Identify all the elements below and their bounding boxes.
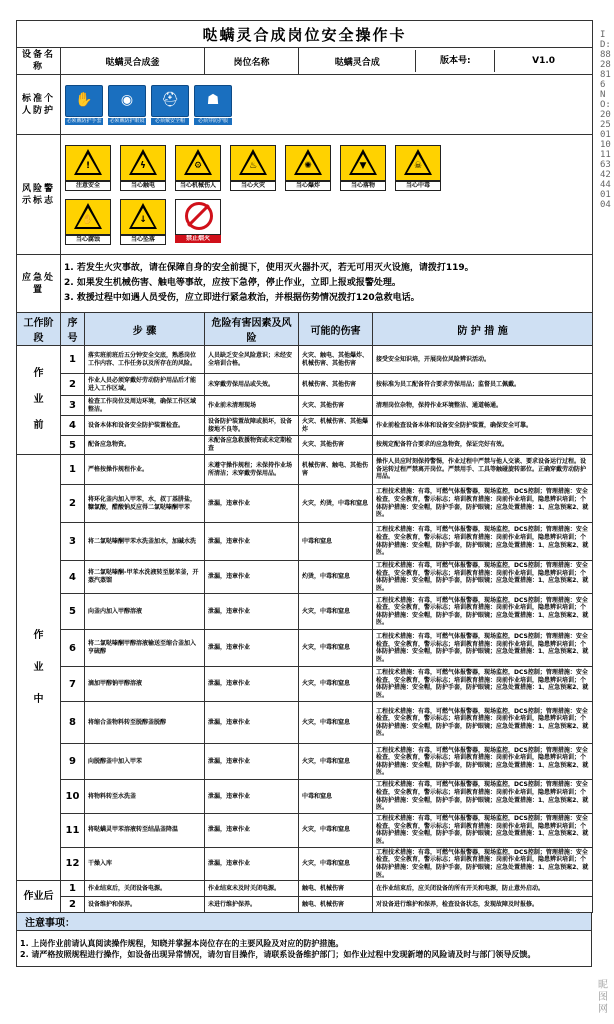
step-text: 将缩合釜物料转至脱醇釜脱醇: [85, 702, 205, 744]
explosion-icon: [285, 145, 331, 181]
hazard-text: 未穿戴劳保用品或失效。: [205, 374, 299, 396]
card-table: [16, 20, 593, 913]
measure-text: 工程技术措施：有毒，可燃气体报警器，现场监控，DCS控制；管理措施：安全检查，安全教育，警示标志；培训教育措施：岗前作业培训，隐患辨识培训；个体防护措施：安全帽，防护手套，防护眼镜；应急处置措施：1、应急预案2、就医。: [373, 813, 593, 847]
step-text: 将环化釜内加入甲苯，水，叔丁基肼盐，糠氯酸，醋酸钠反应得二氯哒嗪酮甲苯: [85, 485, 205, 523]
measure-text: 作业前检查设备本体和设备安全防护装置，确保安全可靠。: [373, 416, 593, 436]
warning-caption: 当心腐蚀: [65, 235, 111, 245]
phase-before: 作 业 前: [17, 346, 61, 455]
step-text: 将哒螨灵甲苯溶液转至结晶釜降温: [85, 813, 205, 847]
measure-text: 在作业结束后，应关闭设备的所有开关和电源，防止意外启动。: [373, 881, 593, 897]
measure-text: 工程技术措施：有毒，可燃气体报警器，现场监控，DCS控制；管理措施：安全检查，安全教育，警示标志；培训教育措施：岗前作业培训，隐患辨识培训；个体防护措施：安全帽，防护手套，防护眼镜；应急处置措施：1、应急预案2、就医。: [373, 594, 593, 630]
warning-sign: [285, 145, 331, 191]
device-value: 哒螨灵合成釜: [61, 48, 205, 75]
warning-caption: 当心机械伤人: [175, 181, 221, 191]
hazard-text: 泄漏，违章作业: [205, 813, 299, 847]
notes-text: [17, 931, 592, 967]
harm-text: 灼烫，中毒和窒息: [299, 561, 373, 594]
warning-caption: 当心落物: [340, 181, 386, 191]
ppe-caption: 必须戴防护手套: [66, 117, 102, 124]
measure-text: 操作人员应时刻保持警惕，作业过程中严禁与他人交谈、要求设备运行过程。设备运转过程严禁离开岗位。严禁用手、工具等触碰旋转部位。正确穿戴劳动防护用品。: [373, 455, 593, 485]
warning-glyph: ↓: [139, 214, 147, 225]
warning-row: [65, 145, 588, 191]
hazard-text: 泄漏，违章作业: [205, 780, 299, 813]
warning-glyph: ✺: [304, 160, 312, 171]
warning-sign: [175, 145, 221, 191]
warning-glyph: !: [85, 160, 91, 171]
note-line: 2. 请严格按照规程进行操作，如设备出现异常情况，请勿盲目操作，请联系设备维护部门；如作业过程中发现新增的风险请及时与部门领导反馈。: [20, 949, 536, 959]
step-number: 6: [61, 630, 85, 667]
step-text: 将二氯哒嗪酮甲醇溶液输送至缩合釜加入亨硫醇: [85, 630, 205, 667]
step-number: 8: [61, 702, 85, 744]
harm-text: 火灾，中毒和窒息: [299, 847, 373, 880]
table-row: [17, 594, 593, 630]
measure-text: 工程技术措施：有毒，可燃气体报警器，现场监控，DCS控制；管理措施：安全检查，安全教育，警示标志；培训教育措施：岗前作业培训，隐患辨识培训；个体防护措施：安全帽，防护手套，防护眼镜；应急处置措施：1、应急预案2、就医。: [373, 702, 593, 744]
harm-text: 触电、机械伤害: [299, 881, 373, 897]
table-row: [17, 702, 593, 744]
measure-text: 工程技术措施：有毒，可燃气体报警器，现场监控，DCS控制；管理措施：安全检查，安全教育，警示标志；培训教育措施：岗前作业培训，隐患辨识培训；个体防护措施：安全帽，防护手套，防护眼镜；应急处置措施：1、应急预案2、就医。: [373, 561, 593, 594]
step-number: 3: [61, 396, 85, 416]
post-value: 哒螨灵合成: [334, 57, 380, 68]
table-row: [17, 897, 593, 913]
step-text: 将二氯哒嗪酮-甲苯水洗液转至脱苯釜，开蒸汽蒸馏: [85, 561, 205, 594]
warning-glyph: ☠: [413, 160, 423, 171]
step-text: 将物料转至水洗釜: [85, 780, 205, 813]
table-row: [17, 416, 593, 436]
table-row: [17, 455, 593, 485]
step-number: 5: [61, 594, 85, 630]
step-text: 干燥入库: [85, 847, 205, 880]
table-row: [17, 485, 593, 523]
ppe-sign: [65, 85, 103, 125]
emergency-label: 应急处置: [17, 255, 61, 313]
table-row: [17, 780, 593, 813]
hazard-text: 泄漏，违章作业: [205, 561, 299, 594]
protective-suit-icon: [194, 85, 232, 117]
step-text: 作业人员必须穿戴好劳动防护用品后才能进入工作区域。: [85, 374, 205, 396]
warning-caption: 当心触电: [120, 181, 166, 191]
corrosion-icon: [65, 199, 111, 235]
falling-objects-icon: [340, 145, 386, 181]
table-row: [17, 396, 593, 416]
step-number: 11: [61, 813, 85, 847]
table-row: [17, 374, 593, 396]
harm-text: 火灾，中毒和窒息: [299, 744, 373, 780]
step-number: 4: [61, 416, 85, 436]
hazard-text: 泄漏，违章作业: [205, 702, 299, 744]
step-number: 1: [61, 346, 85, 374]
measure-text: 对设备进行维护和保养，检查设备状态，发现故障及时报修。: [373, 897, 593, 913]
hazard-text: 未配备应急救援物资或未定期检查: [205, 436, 299, 455]
warning-caption: 禁止烟火: [175, 235, 221, 243]
ppe-glyph: ✋: [75, 91, 93, 108]
hazard-text: 作业前未清理现场: [205, 396, 299, 416]
table-row: [17, 667, 593, 702]
ppe-glyph: ⛑: [161, 91, 179, 108]
ppe-glyph: ◉: [120, 91, 134, 108]
goggles-icon: [108, 85, 146, 117]
warning-caption: 当心中毒: [395, 181, 441, 191]
harm-text: 火灾，中毒和窒息: [299, 594, 373, 630]
ppe-icons: [61, 75, 593, 135]
step-text: 向脱醇釜中加入甲苯: [85, 744, 205, 780]
version-label: 版本号:: [415, 50, 495, 72]
gloves-icon: [65, 85, 103, 117]
step-number: 12: [61, 847, 85, 880]
warning-glyph: ✋: [82, 214, 94, 225]
harm-text: 火灾、其他伤害: [299, 436, 373, 455]
ppe-caption: 必须戴防护眼镜: [109, 117, 145, 124]
step-text: 向釜内加入甲醇溶液: [85, 594, 205, 630]
step-number: 9: [61, 744, 85, 780]
fire-icon: [230, 145, 276, 181]
harm-text: 中毒和窒息: [299, 780, 373, 813]
helmet-icon: [151, 85, 189, 117]
step-text: 检查工作岗位及周边环境，确保工作区域整洁。: [85, 396, 205, 416]
harm-text: 火灾、触电、其他爆炸、机械伤害、其他伤害: [299, 346, 373, 374]
warning-sign: [120, 199, 166, 245]
warning-label: 风险警示标志: [17, 135, 61, 255]
measure-text: 按规定配备符合要求的应急物资，保证完好有效。: [373, 436, 593, 455]
warning-sign: [65, 199, 111, 245]
measure-text: 接受安全知识培，开展岗位风险辨识活动。: [373, 346, 593, 374]
step-number: 2: [61, 897, 85, 913]
machinery-icon: [175, 145, 221, 181]
table-row: [17, 523, 593, 561]
harm-text: 中毒和窒息: [299, 523, 373, 561]
warning-caption: 当心火灾: [230, 181, 276, 191]
harm-text: 火灾，灼烫，中毒和窒息: [299, 485, 373, 523]
warning-row: [65, 199, 588, 245]
hazard-text: 泄漏，违章作业: [205, 594, 299, 630]
watermark-brand: 昵图网: [598, 980, 608, 1015]
hazard-text: 泄漏，违章作业: [205, 485, 299, 523]
warning-sign: [65, 145, 111, 191]
safety-card: [16, 20, 592, 967]
notes-table: [16, 912, 592, 967]
step-text: 作业结束后，关闭设备电源。: [85, 881, 205, 897]
measure-text: 工程技术措施：有毒，可燃气体报警器，现场监控，DCS控制；管理措施：安全检查，安全教育，警示标志；培训教育措施：岗前作业培训，隐患辨识培训；个体防护措施：安全帽，防护手套，防护眼镜；应急处置措施：1、应急预案2、就医。: [373, 667, 593, 702]
caution-icon: [65, 145, 111, 181]
warning-sign: [230, 145, 276, 191]
hazard-text: 人员缺乏安全风险意识；未经安全培训合格。: [205, 346, 299, 374]
page-title: 哒螨灵合成岗位安全操作卡: [17, 21, 593, 48]
table-row: [17, 436, 593, 455]
notes-title: 注意事项：: [17, 913, 592, 931]
col-step: 步 骤: [85, 313, 205, 346]
step-text: 落实班前班后五分钟安全交底，熟悉岗位工作内容、工作任务以及所存在的风险。: [85, 346, 205, 374]
measure-text: 工程技术措施：有毒，可燃气体报警器，现场监控，DCS控制；管理措施：安全检查，安全教育，警示标志；培训教育措施：岗前作业培训，隐患辨识培训；个体防护措施：安全帽，防护手套，防护眼镜；应急处置措施：1、应急预案2、就医。: [373, 847, 593, 880]
device-label: 设备名称: [17, 48, 61, 75]
warning-glyph: ϟ: [140, 160, 146, 171]
emergency-line: 2. 如果发生机械伤害、触电等事故，应按下急停，停止作业，立即上报或报警处理。: [64, 278, 401, 288]
hazard-text: 作业结束未及时关闭电源。: [205, 881, 299, 897]
ppe-caption: 必须穿防护服: [194, 118, 232, 125]
harm-text: 火灾，中毒和窒息: [299, 667, 373, 702]
step-text: 严格按操作规程作业。: [85, 455, 205, 485]
hazard-text: 设备防护装置故障或损坏，设备接地不良等。: [205, 416, 299, 436]
step-text: 设备本体和设备安全防护装置检查。: [85, 416, 205, 436]
fall-icon: [120, 199, 166, 235]
hazard-text: 未进行维护保养。: [205, 897, 299, 913]
warning-caption: 当心爆炸: [285, 181, 331, 191]
hazard-text: 泄漏，违章作业: [205, 523, 299, 561]
measure-text: 工程技术措施：有毒，可燃气体报警器，现场监控，DCS控制；管理措施：安全检查，安全教育，警示标志；培训教育措施：岗前作业培训，隐患辨识培训；个体防护措施：安全帽，防护手套，防护眼镜；应急处置措施：1、应急预案2、就医。: [373, 630, 593, 667]
measure-text: 工程技术措施：有毒，可燃气体报警器，现场监控，DCS控制；管理措施：安全检查，安全教育，警示标志；培训教育措施：岗前作业培训，隐患辨识培训；个体防护措施：安全帽，防护手套，防护眼镜；应急处置措施：1、应急预案2、就医。: [373, 485, 593, 523]
step-number: 1: [61, 455, 85, 485]
step-number: 1: [61, 881, 85, 897]
ppe-glyph: ☗: [206, 91, 220, 108]
note-line: 1. 上岗作业前请认真阅读操作规程，知晓并掌握本岗位存在的主要风险及对应的防护措施。: [20, 938, 344, 948]
harm-text: 机械伤害、其他伤害: [299, 374, 373, 396]
table-row: [17, 881, 593, 897]
hazard-text: 泄漏，违章作业: [205, 667, 299, 702]
hazard-text: 泄漏，违章作业: [205, 744, 299, 780]
phase-after: 作业后: [17, 881, 61, 913]
poison-icon: [395, 145, 441, 181]
emergency-text: [61, 255, 593, 313]
harm-text: 火灾，中毒和窒息: [299, 813, 373, 847]
step-number: 5: [61, 436, 85, 455]
ppe-caption: 必须戴安全帽: [151, 118, 189, 125]
ppe-label: 标准个人防护: [17, 75, 61, 135]
step-number: 4: [61, 561, 85, 594]
harm-text: 机械伤害、触电、其他伤害: [299, 455, 373, 485]
col-seq: 序号: [61, 313, 85, 346]
harm-text: 火灾、机械伤害、其他爆炸: [299, 416, 373, 436]
measure-text: 清理岗位杂物，保持作业环境整洁、通道畅通。: [373, 396, 593, 416]
warning-caption: 当心坠落: [120, 235, 166, 245]
warning-sign: [175, 199, 221, 243]
table-row: [17, 744, 593, 780]
electric-shock-icon: [120, 145, 166, 181]
warning-glyph: ▼: [359, 160, 367, 171]
hazard-text: 泄漏，违章作业: [205, 847, 299, 880]
ppe-sign: [151, 85, 189, 125]
col-harm: 可能的伤害: [299, 313, 373, 346]
step-number: 10: [61, 780, 85, 813]
hazard-text: 未遵守操作规程；未保持作业场所清洁；未穿戴劳保用品。: [205, 455, 299, 485]
table-row: [17, 847, 593, 880]
step-text: 滴加甲醇钠甲醇溶液: [85, 667, 205, 702]
warning-sign: [395, 145, 441, 191]
table-row: [17, 630, 593, 667]
phase-during: 作 业 中: [17, 455, 61, 881]
warning-icons: [61, 135, 593, 255]
version-value: V1.0: [532, 56, 556, 66]
measure-text: 工程技术措施：有毒，可燃气体报警器，现场监控，DCS控制；管理措施：安全检查，安全教育，警示标志；培训教育措施：岗前作业培训，隐患辨识培训；个体防护措施：安全帽，防护手套，防护眼镜；应急处置措施：1、应急预案2、就医。: [373, 780, 593, 813]
warning-caption: 注意安全: [65, 181, 111, 191]
step-text: 将二氯哒嗪酮甲苯水洗釜加水，加碱水洗: [85, 523, 205, 561]
ppe-sign: [194, 85, 232, 125]
ppe-sign: [108, 85, 146, 125]
emergency-line: 1. 若发生火灾事故，请在保障自身的安全前提下，使用灭火器扑灭，若无可用灭火设施，请拨打119。: [64, 263, 474, 273]
no-fire-icon: [175, 199, 221, 235]
measure-text: 按标准为员工配备符合要求劳保用品；监督员工佩戴。: [373, 374, 593, 396]
col-phase: 工作阶段: [17, 313, 61, 346]
step-text: 配备应急物资。: [85, 436, 205, 455]
step-text: 设备维护和保养。: [85, 897, 205, 913]
emergency-line: 3. 救援过程中如遇人员受伤，应立即进行紧急救治，并根据伤势情况拨打120急救电话。: [64, 293, 420, 303]
harm-text: 触电、机械伤害: [299, 897, 373, 913]
hazard-text: 泄漏，违章作业: [205, 630, 299, 667]
measure-text: 工程技术措施：有毒，可燃气体报警器，现场监控，DCS控制；管理措施：安全检查，安全教育，警示标志；培训教育措施：岗前作业培训，隐患辨识培训；个体防护措施：安全帽，防护手套，防护眼镜；应急处置措施：1、应急预案2、就医。: [373, 744, 593, 780]
harm-text: 火灾，中毒和窒息: [299, 630, 373, 667]
col-hazard: 危险有害因素及风险: [205, 313, 299, 346]
warning-glyph: ⚙: [193, 160, 203, 171]
harm-text: 火灾、其他伤害: [299, 396, 373, 416]
harm-text: 火灾，中毒和窒息: [299, 702, 373, 744]
step-number: 2: [61, 485, 85, 523]
step-number: 2: [61, 374, 85, 396]
watermark-id: ID:8828816 NO:20250110116342440104: [600, 30, 611, 210]
table-row: [17, 346, 593, 374]
warning-sign: [120, 145, 166, 191]
post-label: 岗位名称: [205, 48, 299, 75]
warning-glyph: ♨: [248, 160, 258, 171]
table-row: [17, 561, 593, 594]
step-number: 3: [61, 523, 85, 561]
step-number: 7: [61, 667, 85, 702]
warning-sign: [340, 145, 386, 191]
measure-text: 工程技术措施：有毒，可燃气体报警器，现场监控，DCS控制；管理措施：安全检查，安全教育，警示标志；培训教育措施：岗前作业培训，隐患辨识培训；个体防护措施：安全帽，防护手套，防护眼镜；应急处置措施：1、应急预案2、就医。: [373, 523, 593, 561]
table-row: [17, 813, 593, 847]
col-measure: 防 护 措 施: [373, 313, 593, 346]
